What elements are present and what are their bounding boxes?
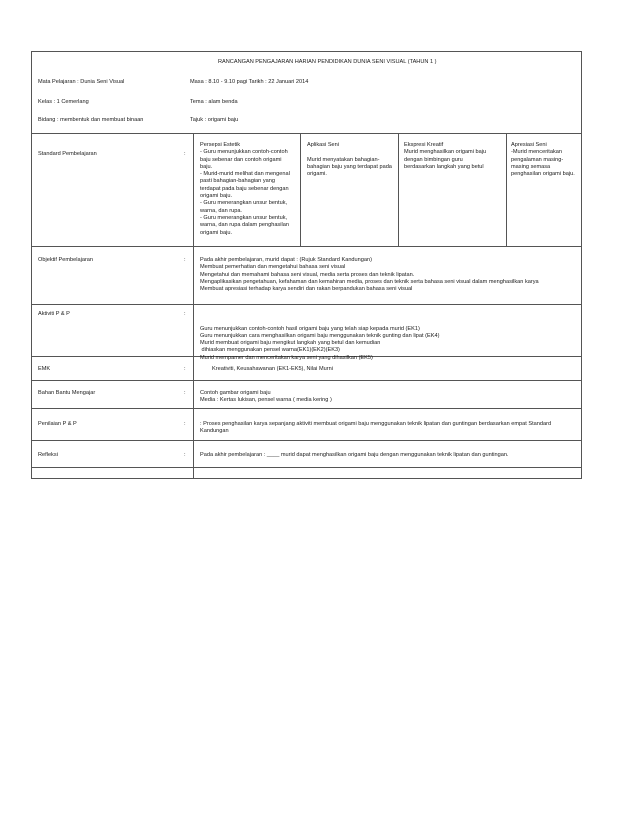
standard-label: Standard Pembelajaran: [38, 151, 97, 157]
aktiviti-content: Guru menunjukkan contoh-contoh hasil origami baju yang telah siap kepada murid (EK1) Guru menunjukkan cara menghasilkan origami baju menggunakan teknik gunting dan lipat (EK4) Murid membuat origami baju mengikut langkah yang betul dan kemudian dihiaskan menggunakan pensel warna(EK1)(EK2)(EK3) Murid mempamer dan menceritakan karya seni yang dihasilkan (EK5): [200, 325, 440, 361]
row-divider: [32, 246, 581, 247]
aktiviti-label: Aktiviti P & P: [38, 311, 70, 317]
bahan-colon: :: [184, 390, 186, 396]
objektif-label: Objektif Pembelajaran: [38, 257, 94, 263]
topic-field: Tajuk : origami baju: [190, 117, 239, 123]
bahan-label: Bahan Bantu Mengajar: [38, 390, 96, 396]
penilaian-content: : Proses penghasilan karya sepanjang aktiviti membuat origami baju menggunakan teknik lipatan dan guntingan berdasarkan empat Standard Kandungan: [200, 421, 552, 435]
apresiasi-seni-cell: Apresiasi Seni -Murid menceritakan pengalaman masing- masing semasa penghasilan origami baju.: [511, 142, 575, 178]
row-divider: [32, 304, 581, 305]
field-field: Bidang : membentuk dan membuat binaan: [38, 117, 144, 123]
emk-colon: :: [184, 366, 186, 372]
standard-colon: :: [184, 151, 186, 157]
penilaian-label: Penilaian P & P: [38, 421, 77, 427]
row-divider: [32, 380, 581, 381]
emk-content: Kreativiti, Keusahawanan (EK1-EK5), Nilai Murni: [212, 366, 333, 372]
aktiviti-colon: :: [184, 311, 186, 317]
penilaian-colon: :: [184, 421, 186, 427]
ekspresi-kreatif-cell: Ekspresi Kreatif Murid menghasilkan origami baju dengan bimbingan guru berdasarkan langkah yang betul: [404, 142, 487, 170]
refleksi-content: Pada akhir pembelajaran : ____ murid dapat menghasilkan origami baju dengan menggunakan teknik lipatan dan guntingan.: [200, 452, 509, 458]
refleksi-colon: :: [184, 452, 186, 458]
row-divider: [32, 467, 581, 468]
theme-field: Tema : alam benda: [190, 99, 238, 105]
lesson-plan-table: [31, 51, 582, 479]
aplikasi-seni-cell: Aplikasi Seni Murid menyatakan bahagian- bahagian baju yang terdapat pada origami.: [307, 142, 392, 178]
column-divider: [398, 133, 399, 246]
refleksi-label: Refleksi: [38, 452, 58, 458]
subject-field: Mata Pelajaran : Dunia Seni Visual: [38, 79, 125, 85]
class-field: Kelas : 1 Cemerlang: [38, 99, 89, 105]
column-divider: [300, 133, 301, 246]
emk-label: EMK: [38, 366, 51, 372]
persepsi-estetik-cell: Persepsi Estetik - Guru menunjukkan contoh-contoh baju sebenar dan contoh origami baju. - Murid-murid melihat dan mengenal pasti bahagian-bahagian yang terdapat pada baju sebenar dengan origami baju. - Guru menerangkan unsur bentuk, warna, dan rupa. - Guru menerangkan unsur bentuk, warna, dan rupa dalam penghasilan origami baju.: [200, 142, 290, 236]
objektif-content: Pada akhir pembelajaran, murid dapat : (Rujuk Standard Kandungan) Membuat pemerhatian dan mengetahui bahasa seni visual Mengetahui dan memahami bahasa seni visual, media serta proses dan teknik lipatan. Mengaplikasikan pengetahuan, kefahaman dan kemahiran media, proses dan teknik serta bahasa seni visual dalam menghasilkan karya Membuat apresiasi terhadap karya sendiri dan rakan berpandukan bahasa seni visual: [200, 257, 539, 293]
time-date-field: Masa : 8.10 - 9.10 pagi Tarikh : 22 Januari 2014: [190, 79, 309, 85]
column-divider: [193, 133, 194, 479]
row-divider: [32, 440, 581, 441]
column-divider: [506, 133, 507, 246]
row-divider: [32, 408, 581, 409]
row-divider: [32, 133, 581, 134]
objektif-colon: :: [184, 257, 186, 263]
bahan-content: Contoh gambar origami baju Media : Kertas lukisan, pensel warna ( media kering ): [200, 390, 332, 404]
document-title: RANCANGAN PENGAJARAN HARIAN PENDIDIKAN DUNIA SENI VISUAL (TAHUN 1 ): [218, 59, 437, 65]
